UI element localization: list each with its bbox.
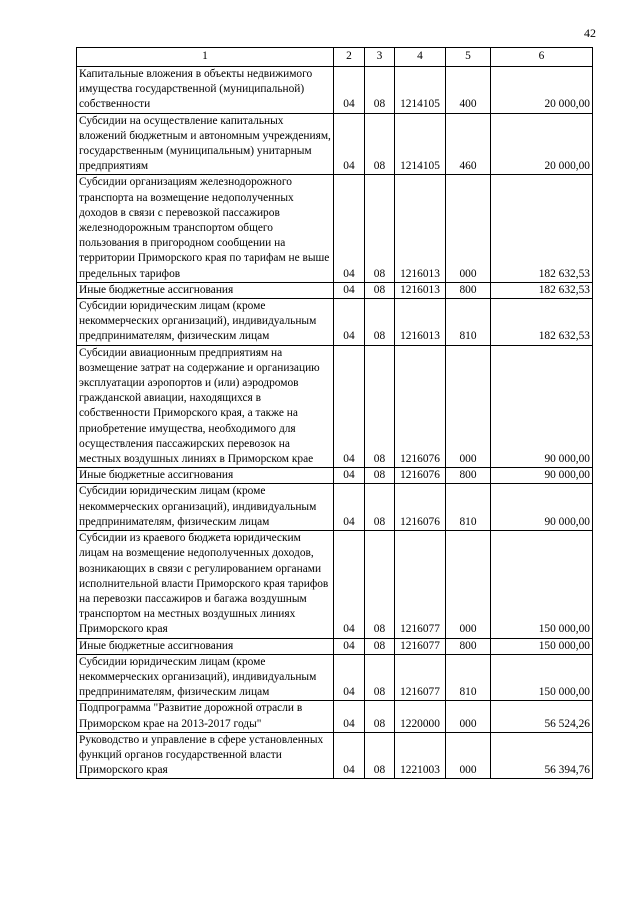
row-expense-type: 000 [446,701,491,732]
row-name: Субсидии авиационным предприятиям на возмещение затрат на содержание и организацию эксплуатации аэропортов и (или) аэродромов гражданской авиации, находящихся в собственности Приморского края, а также на приобретение имущества, необходимого для осуществления пассажирских перевозок на местных воздушных линиях в Приморском крае [77,345,334,468]
row-amount: 56 394,76 [491,732,593,779]
table-row [77,282,593,298]
row-amount: 182 632,53 [491,282,593,298]
row-expense-type: 460 [446,113,491,175]
row-section: 04 [334,638,365,654]
table-row [77,67,593,114]
row-name: Субсидии юридическим лицам (кроме некоммерческих организаций), индивидуальным предпринимателям, физическим лицам [77,299,334,346]
row-name: Субсидии организациям железнодорожного транспорта на возмещение недополученных доходов в связи с перевозкой пассажиров железнодорожным транспортом общего пользования в пригородном сообщении на территории Приморского края по тарифам не выше предельных тарифов [77,175,334,282]
table-row [77,654,593,701]
header-col-1: 1 [77,48,334,67]
row-amount: 150 000,00 [491,531,593,638]
row-amount: 150 000,00 [491,654,593,701]
row-subsection: 08 [365,654,395,701]
header-col-2: 2 [334,48,365,67]
row-subsection: 08 [365,638,395,654]
row-target-code: 1216013 [395,282,446,298]
table-row [77,468,593,484]
row-section: 04 [334,484,365,531]
row-section: 04 [334,531,365,638]
row-name: Руководство и управление в сфере установленных функций органов государственной власти Приморского края [77,732,334,779]
row-expense-type: 400 [446,67,491,114]
row-name: Субсидии юридическим лицам (кроме некоммерческих организаций), индивидуальным предпринимателям, физическим лицам [77,484,334,531]
row-section: 04 [334,113,365,175]
header-col-6: 6 [491,48,593,67]
row-subsection: 08 [365,299,395,346]
row-expense-type: 000 [446,345,491,468]
row-name: Иные бюджетные ассигнования [77,638,334,654]
row-expense-type: 800 [446,282,491,298]
row-amount: 90 000,00 [491,484,593,531]
row-target-code: 1214105 [395,67,446,114]
row-section: 04 [334,175,365,282]
row-name: Субсидии из краевого бюджета юридическим лицам на возмещение недополученных доходов, возникающих в связи с регулированием органами исполнительной власти Приморского края тарифов на перевозки пассажиров и багажа воздушным транспортом на местных воздушных линиях Приморского края [77,531,334,638]
row-section: 04 [334,299,365,346]
row-target-code: 1216013 [395,299,446,346]
row-section: 04 [334,345,365,468]
table-row [77,175,593,282]
row-amount: 20 000,00 [491,67,593,114]
page-number: 42 [584,26,596,40]
row-target-code: 1216077 [395,531,446,638]
row-section: 04 [334,654,365,701]
row-target-code: 1216076 [395,468,446,484]
row-target-code: 1216077 [395,638,446,654]
row-expense-type: 000 [446,732,491,779]
row-target-code: 1221003 [395,732,446,779]
header-col-4: 4 [395,48,446,67]
row-target-code: 1214105 [395,113,446,175]
row-name: Подпрограмма "Развитие дорожной отрасли в Приморском крае на 2013-2017 годы" [77,701,334,732]
row-subsection: 08 [365,345,395,468]
row-amount: 182 632,53 [491,299,593,346]
row-amount: 90 000,00 [491,468,593,484]
row-target-code: 1216076 [395,345,446,468]
row-section: 04 [334,282,365,298]
row-section: 04 [334,732,365,779]
row-subsection: 08 [365,484,395,531]
row-amount: 150 000,00 [491,638,593,654]
table-row [77,484,593,531]
row-section: 04 [334,701,365,732]
row-expense-type: 810 [446,299,491,346]
row-expense-type: 800 [446,468,491,484]
row-name: Субсидии на осуществление капитальных вложений бюджетным и автономным учреждениям, государственным (муниципальным) унитарным предприятиям [77,113,334,175]
row-subsection: 08 [365,701,395,732]
row-section: 04 [334,67,365,114]
row-expense-type: 810 [446,654,491,701]
row-subsection: 08 [365,175,395,282]
row-target-code: 1216076 [395,484,446,531]
row-target-code: 1216013 [395,175,446,282]
table-row [77,638,593,654]
table-row [77,732,593,779]
table-row [77,345,593,468]
row-subsection: 08 [365,67,395,114]
row-subsection: 08 [365,732,395,779]
row-name: Иные бюджетные ассигнования [77,468,334,484]
row-name: Субсидии юридическим лицам (кроме некоммерческих организаций), индивидуальным предпринимателям, физическим лицам [77,654,334,701]
row-subsection: 08 [365,113,395,175]
row-target-code: 1216077 [395,654,446,701]
table-row [77,113,593,175]
row-target-code: 1220000 [395,701,446,732]
row-subsection: 08 [365,531,395,638]
header-col-3: 3 [365,48,395,67]
row-name: Капитальные вложения в объекты недвижимого имущества государственной (муниципальной) собственности [77,67,334,114]
row-amount: 90 000,00 [491,345,593,468]
header-col-5: 5 [446,48,491,67]
row-expense-type: 810 [446,484,491,531]
row-section: 04 [334,468,365,484]
row-amount: 182 632,53 [491,175,593,282]
row-subsection: 08 [365,282,395,298]
row-expense-type: 000 [446,531,491,638]
row-subsection: 08 [365,468,395,484]
row-amount: 20 000,00 [491,113,593,175]
table-row [77,701,593,732]
row-expense-type: 800 [446,638,491,654]
row-amount: 56 524,26 [491,701,593,732]
row-expense-type: 000 [446,175,491,282]
table-row [77,531,593,638]
row-name: Иные бюджетные ассигнования [77,282,334,298]
budget-table [76,47,593,779]
header-row [77,48,593,67]
table-row [77,299,593,346]
